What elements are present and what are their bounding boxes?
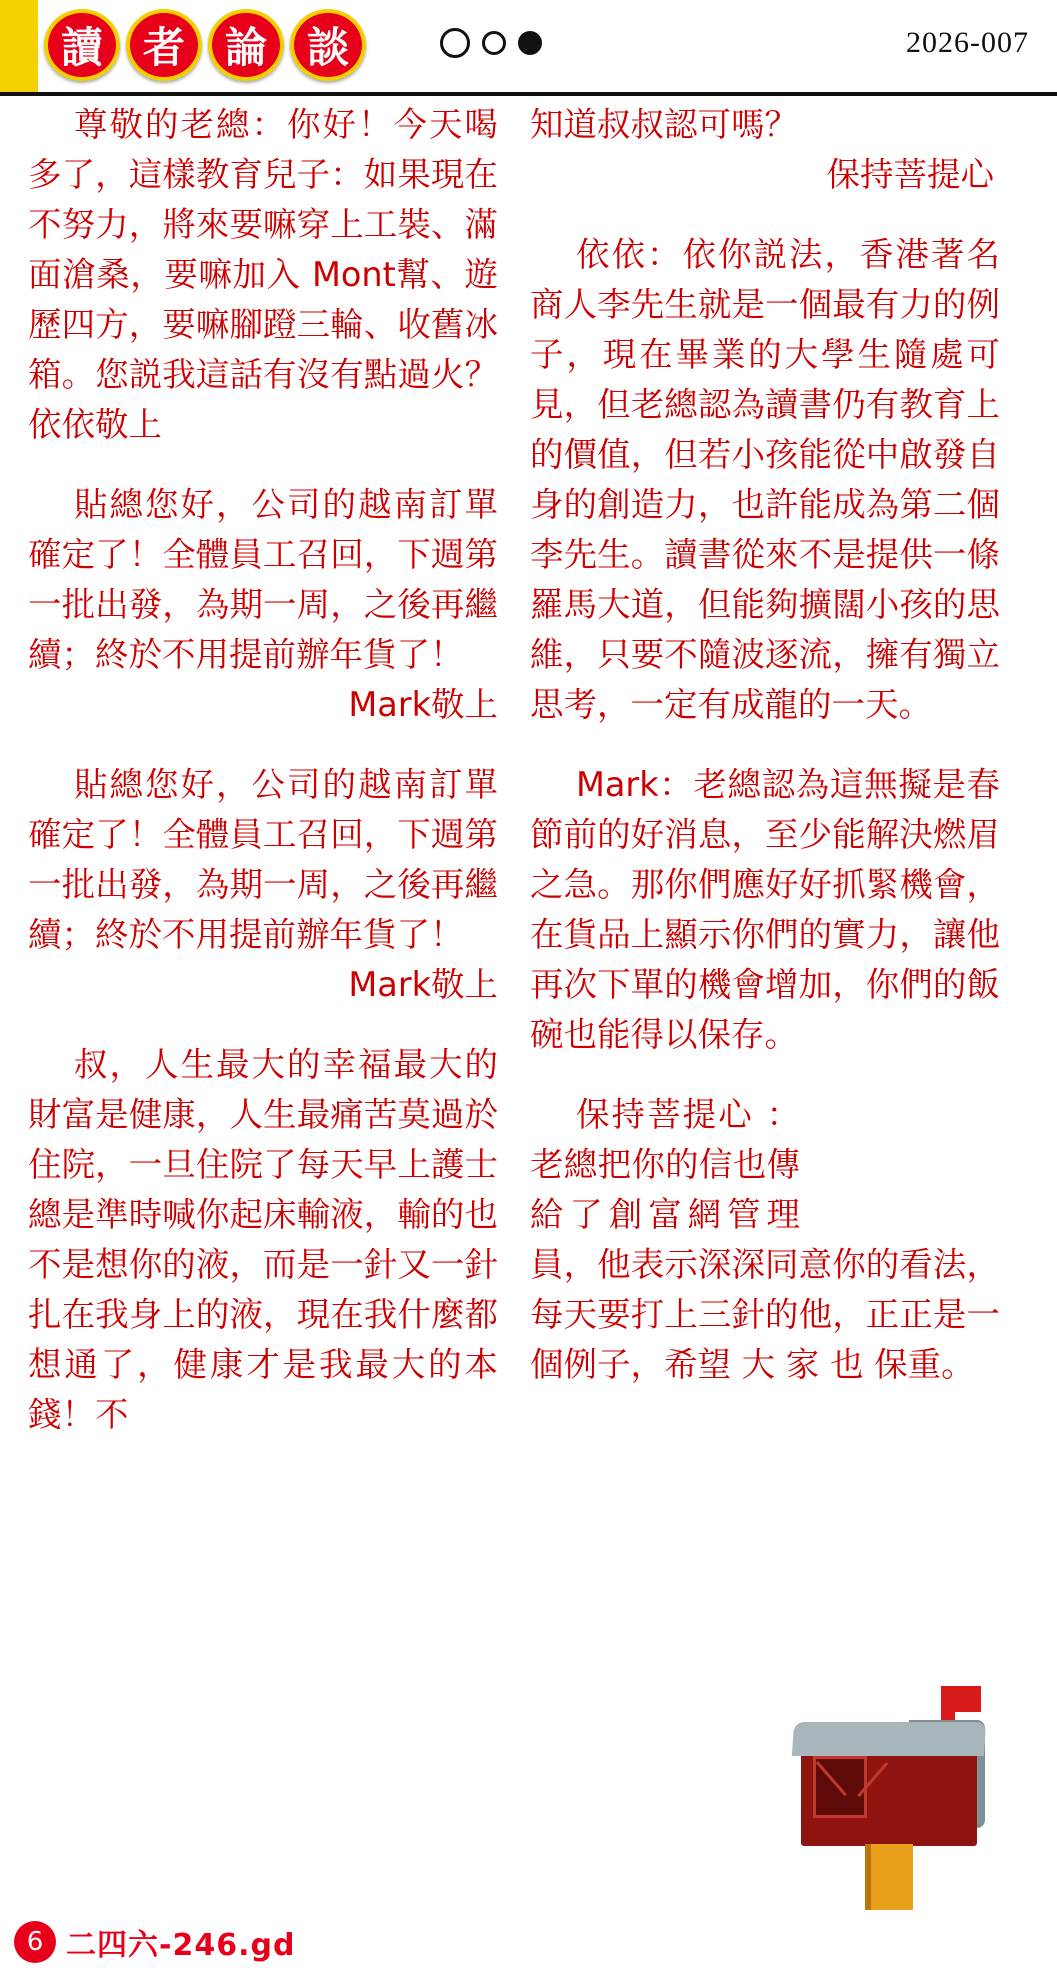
letter-item <box>28 100 498 450</box>
mailbox-roof-icon <box>792 1722 986 1756</box>
letter-body: 尊敬的老總：你好！今天喝多了，這樣教育兒子：如果現在不努力，將來要嘛穿上工裝、滿面滄桑，要嘛加入 Mont幫、遊歷四方，要嘛腳蹬三輪、收舊冰箱。您説我這話有沒有點過火？依依敬上 <box>28 105 498 444</box>
letter-body: 貼總您好，公司的越南訂單確定了！全體員工召回，下週第一批出發，為期一周，之後再繼續；終於不用提前辦年貨了！ <box>28 485 498 674</box>
footer-logo-icon: 6 <box>14 1921 56 1963</box>
masthead-seal-3: 論 <box>208 9 284 81</box>
reply-item <box>530 230 1000 730</box>
masthead-seal-4: 談 <box>290 9 366 81</box>
page-footer <box>0 1910 1057 1974</box>
letter-body: 叔，人生最大的幸福最大的財富是健康，人生最痛苦莫過於住院，一旦住院了每天早上護士總是準時喊你起床輸液，輸的也不是想你的液，而是一針又一針扎在我身上的液，現在我什麼都想通了，健康才是我最大的本錢！不 <box>28 1045 498 1434</box>
header-divider <box>0 92 1057 96</box>
masthead-logo <box>44 8 366 82</box>
letter-signature: Mark敬上 <box>348 685 498 724</box>
continuation-signature: 保持菩提心 <box>826 155 994 194</box>
issue-number: 2026-007 <box>906 26 1029 59</box>
hollow-dot-icon <box>440 28 470 58</box>
hollow-dot-small-icon <box>482 31 506 55</box>
footer-brand <box>14 1920 295 1964</box>
reply-item <box>530 760 1000 1060</box>
footer-site-name: 二四六-246.gd <box>66 1928 296 1963</box>
reply-body: 保持菩提心 ：老總把你的信也傳給了創富網管理員，他表示深深同意你的看法，每天要打上三針的他，正正是一個例子，希望 大 家 也 保重。 <box>530 1095 1000 1384</box>
letter-item <box>28 1040 498 1440</box>
letter-item <box>28 760 498 1010</box>
letter-body: 貼總您好，公司的越南訂單確定了！全體員工召回，下週第一批出發，為期一周，之後再繼續；終於不用提前辦年貨了！ <box>28 765 498 954</box>
left-column <box>28 100 498 1470</box>
continuation-body: 知道叔叔認可嗎？ <box>530 105 798 144</box>
masthead-seal-2: 者 <box>126 9 202 81</box>
page-header <box>0 0 1057 96</box>
letter-signature: Mark敬上 <box>348 965 498 1004</box>
text-wrap-spacer <box>800 1090 1000 1240</box>
header-dot-group <box>440 28 542 58</box>
mailbox-flag-icon <box>941 1686 981 1712</box>
letter-item <box>28 480 498 730</box>
header-accent-bar <box>0 0 38 96</box>
reply-body: 依依：依你説法，香港著名商人李先生就是一個最有力的例子，現在畢業的大學生隨處可見，但老總認為讀書仍有教育上的價值，但若小孩能從中啟發自身的創造力，也許能成為第二個李先生。讀書從來不是提供一條羅馬大道，但能夠擴闊小孩的思維，只要不隨波逐流，擁有獨立思考，一定有成龍的一天。 <box>530 235 1000 724</box>
letter-continuation <box>530 100 1000 200</box>
masthead-seal-1: 讀 <box>44 9 120 81</box>
article-columns <box>0 100 1057 1890</box>
reply-item <box>530 1090 1000 1390</box>
filled-dot-icon <box>518 31 542 55</box>
mailbox-door-icon <box>813 1756 867 1818</box>
right-column <box>530 100 1000 1420</box>
reply-body: Mark：老總認為這無擬是春節前的好消息，至少能解決燃眉之急。那你們應好好抓緊機會，在貨品上顯示你們的實力，讓他再次下單的機會增加，你們的飯碗也能得以保存。 <box>530 765 1000 1054</box>
